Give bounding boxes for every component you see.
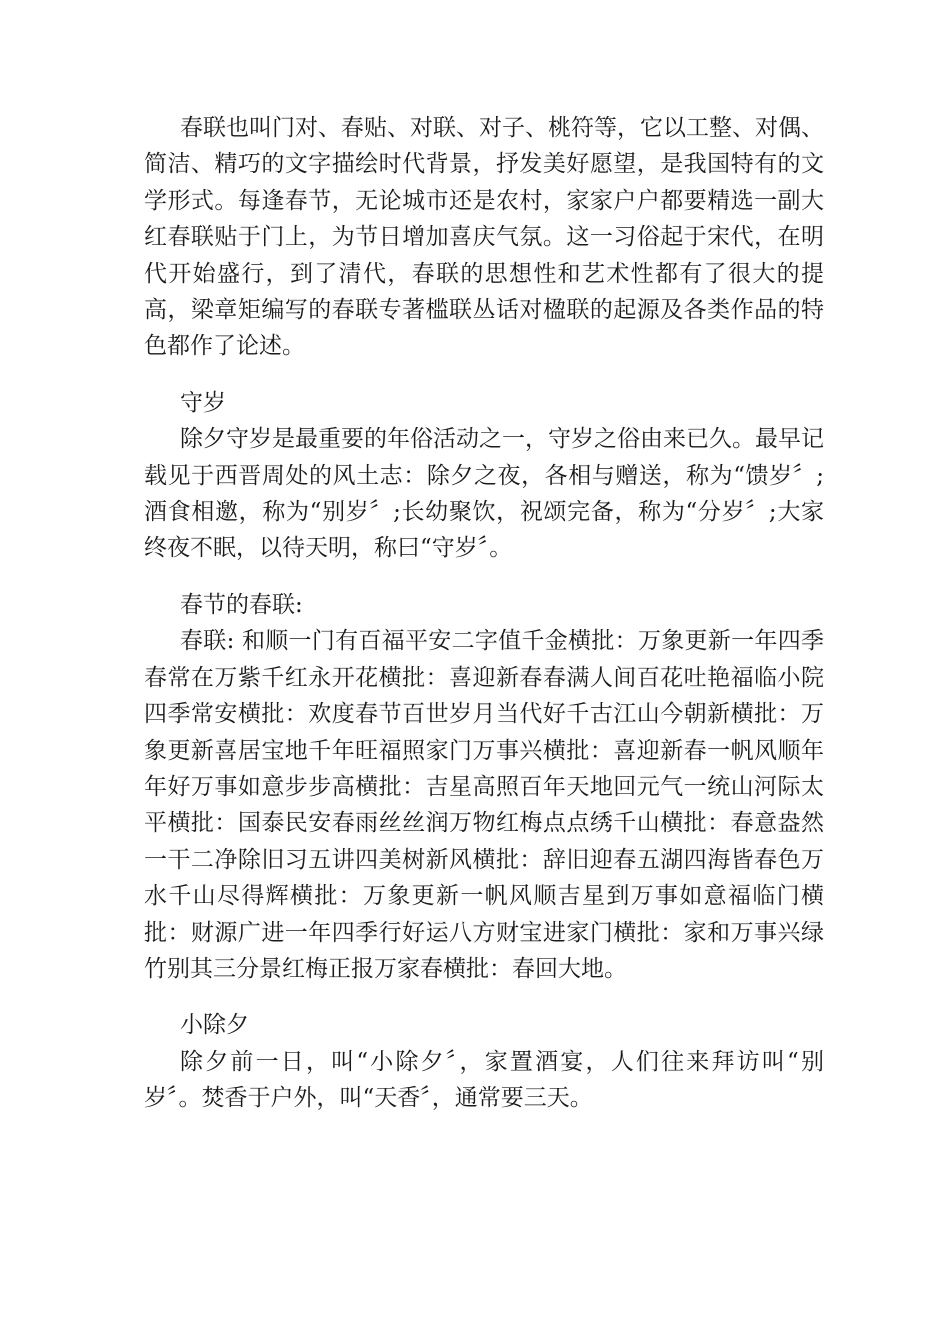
paragraph-shousui: 除夕守岁是最重要的年俗活动之一，守岁之俗由来已久。最早记载见于西晋周处的风土志：除夕之夜，各相与赠送，称为“馈岁〞;酒食相邀，称为“别岁〞;长幼聚饮，祝颂完备，称为“分岁〞;大家终夜不眠，以待天明，称曰“守岁〞。 [144, 426, 824, 562]
section-heading-xiaochuxi: 小除夕 [180, 1012, 249, 1039]
section-heading-chunlian: 春节的春联: [180, 591, 303, 618]
section-heading-shousui: 守岁 [180, 389, 226, 416]
document-body [144, 110, 824, 1117]
paragraph-intro: 春联也叫门对、春贴、对联、对子、桃符等，它以工整、对偶、简洁、精巧的文字描绘时代背景，抒发美好愿望，是我国特有的文学形式。每逢春节，无论城市还是农村，家家户户都要精选一副大红春联贴于门上，为节日增加喜庆气氛。这一习俗起于宋代，在明代开始盛行，到了清代，春联的思想性和艺术性都有了很大的提高，梁章矩编写的春联专著槛联丛话对楹联的起源及各类作品的特色都作了论述。 [144, 115, 824, 360]
paragraph-xiaochuxi: 除夕前一日，叫“小除夕〞，家置酒宴，人们往来拜访叫“别岁〞。焚香于户外，叫“天香〞，通常要三天。 [144, 1048, 824, 1112]
paragraph-chunlian: 春联: 和顺一门有百福平安二字值千金横批：万象更新一年四季春常在万紫千红永开花横批：喜迎新春春满人间百花吐艳福临小院四季常安横批：欢度春节百世岁月当代好千古江山今朝新横批：万象更新喜居宝地千年旺福照家门万事兴横批：喜迎新春一帆风顺年年好万事如意步步高横批：吉星高照百年天地回元气一统山河际太平横批：国泰民安春雨丝丝润万物红梅点点绣千山横批：春意盎然一干二净除旧习五讲四美树新风横批：辞旧迎春五湖四海皆春色万水千山尽得辉横批：万象更新一帆风顺吉星到万事如意福临门横批：财源广进一年四季行好运八方财宝进家门横批：家和万事兴绿竹别其三分景红梅正报万家春横批：春回大地。 [144, 628, 824, 982]
